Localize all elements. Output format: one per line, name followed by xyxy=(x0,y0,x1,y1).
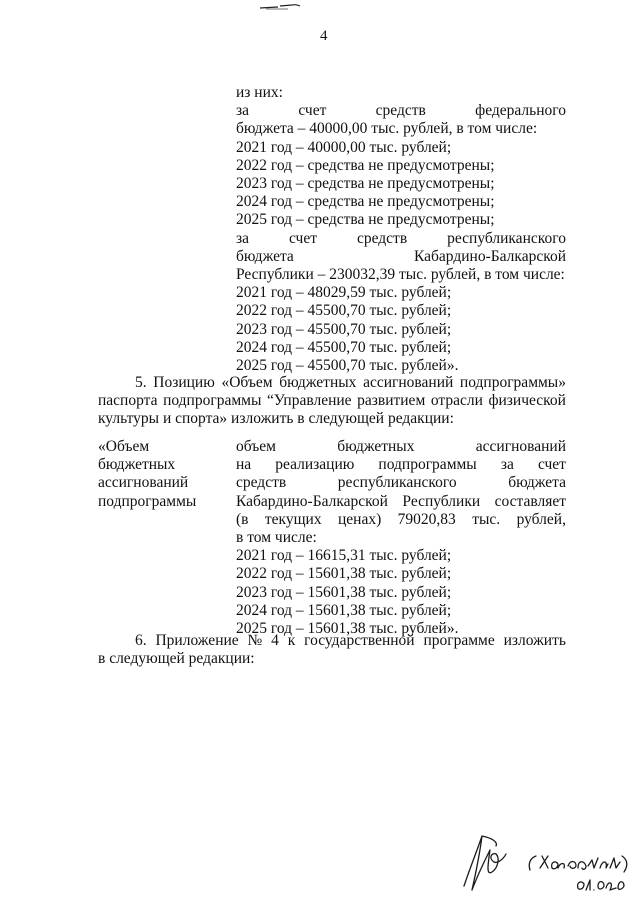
republican-year-line: 2022 год – 45500,70 тыс. рублей; xyxy=(236,302,452,320)
intro-line: из них: xyxy=(236,84,283,101)
word: государственной xyxy=(304,632,415,649)
item-6-line-1 xyxy=(98,632,566,650)
word: за xyxy=(500,456,514,474)
word: программе xyxy=(423,632,495,649)
word: счет xyxy=(288,229,318,247)
word: паспорта xyxy=(98,392,158,410)
value-line-2 xyxy=(236,456,566,474)
word: бюджета xyxy=(508,474,566,492)
label-line: «Объем xyxy=(98,438,150,455)
republican-year-line: 2025 год – 45500,70 тыс. рублей». xyxy=(236,357,459,375)
word: на xyxy=(236,456,252,474)
word: средств xyxy=(236,474,287,492)
word: Республики xyxy=(402,492,481,510)
word: (в xyxy=(236,510,249,528)
word: текущих xyxy=(264,510,322,528)
word: ценах) xyxy=(338,510,382,528)
republican-line-1 xyxy=(236,230,566,248)
item-5-line-2 xyxy=(98,392,566,410)
federal-year-line: 2021 год – 40000,00 тыс. рублей; xyxy=(236,138,452,156)
word: за xyxy=(236,229,250,247)
federal-year-line: 2025 год – средства не предусмотрены; xyxy=(236,211,495,229)
republican-year-line: 2024 год – 45500,70 тыс. рублей; xyxy=(236,338,452,356)
word: реализацию xyxy=(275,456,355,474)
word: отрасли xyxy=(430,392,483,410)
word: бюджетных xyxy=(279,374,357,391)
item-5-paragraph xyxy=(98,374,566,429)
word: 6. xyxy=(135,632,147,649)
word: Кабардино-Балкарской xyxy=(236,492,388,510)
federal-line-2: бюджета – 40000,00 тыс. рублей, в том числе: xyxy=(236,120,538,138)
label-line: подпрограммы xyxy=(98,492,197,510)
value-year-line: 2021 год – 16615,31 тыс. рублей; xyxy=(236,547,452,565)
value-year-line: 2024 год – 15601,38 тыс. рублей; xyxy=(236,601,452,619)
word: ассигнований xyxy=(475,438,566,455)
word: Позицию xyxy=(153,374,215,391)
word: подпрограммы xyxy=(163,392,262,410)
word: подпрограммы» xyxy=(459,374,566,391)
word: Кабардино-Балкарской xyxy=(414,247,566,265)
federal-line-1 xyxy=(236,102,566,120)
republican-year-line: 2021 год – 48029,59 тыс. рублей; xyxy=(236,284,452,302)
value-line-1 xyxy=(236,438,566,456)
word: рублей, xyxy=(516,510,566,528)
value-line-6: в том числе: xyxy=(236,529,317,547)
federal-year-line: 2022 год – средства не предусмотрены; xyxy=(236,156,495,174)
word: составляет xyxy=(494,492,566,510)
label-line: ассигнований xyxy=(98,474,189,492)
word: счет xyxy=(537,456,566,474)
value-line-5 xyxy=(236,511,566,529)
value-year-line: 2023 год – 15601,38 тыс. рублей; xyxy=(236,583,452,601)
value-line-4 xyxy=(236,493,566,511)
word: бюджета xyxy=(236,247,294,265)
word: объем xyxy=(236,438,276,455)
word: «Объем xyxy=(221,374,273,391)
word: счет xyxy=(298,102,327,120)
federal-year-line: 2023 год – средства не предусмотрены; xyxy=(236,175,495,193)
word: республиканского xyxy=(447,229,566,247)
word: средств xyxy=(375,102,426,120)
passport-label xyxy=(98,438,228,511)
word: за xyxy=(236,102,250,120)
item-6-paragraph xyxy=(98,632,566,668)
word: средств xyxy=(356,229,408,247)
word: изложить xyxy=(503,632,566,649)
funding-sources-block xyxy=(236,84,566,375)
page-number: 4 xyxy=(320,28,328,44)
republican-line-2 xyxy=(236,248,566,266)
item-5-line-1 xyxy=(98,374,566,392)
word: федерального xyxy=(475,102,566,120)
word: Приложение xyxy=(155,632,239,649)
value-year-line: 2022 год – 15601,38 тыс. рублей; xyxy=(236,565,452,583)
item-6-line-2: в следующей редакции: xyxy=(98,650,255,668)
word: республиканского xyxy=(337,474,457,492)
word: 5. xyxy=(135,374,147,391)
item-5-line-3: культуры и спорта» изложить в следующей редакции: xyxy=(98,410,454,428)
word: ассигнований xyxy=(363,374,454,391)
word: тыс. xyxy=(472,510,501,528)
value-line-3 xyxy=(236,474,566,492)
word: 4 xyxy=(271,632,279,649)
label-line: бюджетных xyxy=(98,456,176,474)
word: бюджетных xyxy=(337,438,415,455)
federal-year-line: 2024 год – средства не предусмотрены; xyxy=(236,193,495,211)
scan-mark xyxy=(258,0,308,12)
word: подпрограммы xyxy=(378,456,477,474)
value-year-line: 2025 год – 15601,38 тыс. рублей». xyxy=(236,620,459,638)
passport-value xyxy=(236,438,566,638)
word: № xyxy=(247,632,263,649)
word: физической xyxy=(488,392,566,410)
word: к xyxy=(287,632,296,649)
republican-line-3: Республики – 230032,39 тыс. рублей, в том числе: xyxy=(236,266,565,284)
word: развитием xyxy=(357,392,426,410)
handwritten-signature xyxy=(458,828,628,900)
republican-year-line: 2023 год – 45500,70 тыс. рублей; xyxy=(236,320,452,338)
word: 79020,83 xyxy=(397,510,456,528)
word: “Управление xyxy=(266,392,352,410)
